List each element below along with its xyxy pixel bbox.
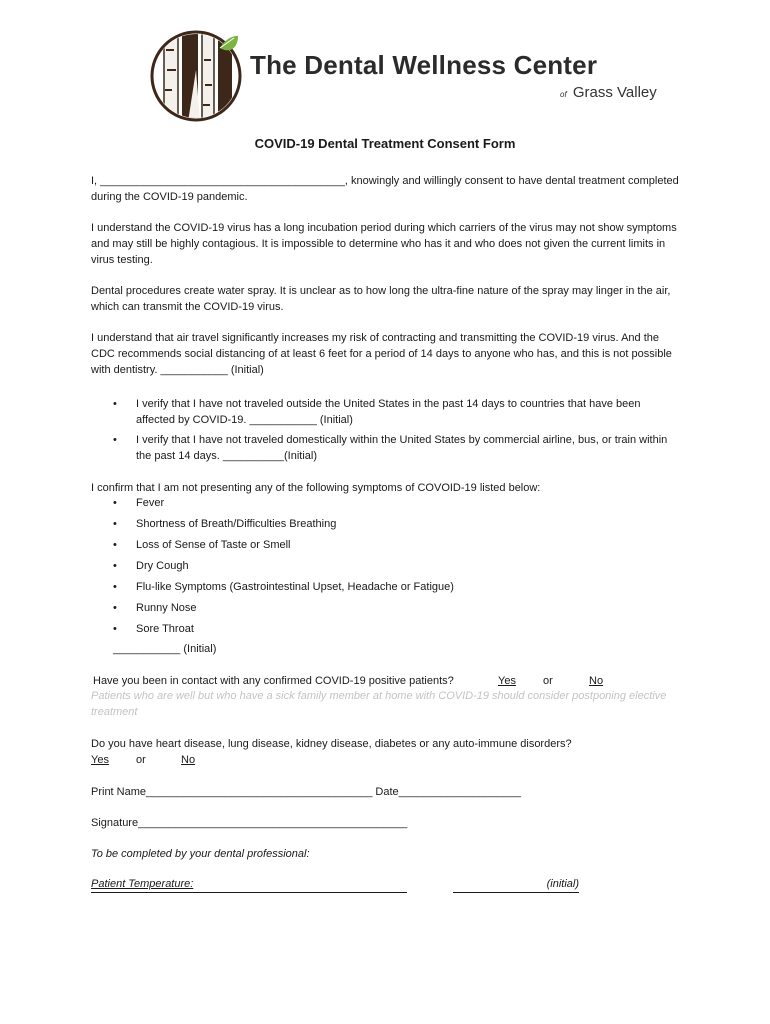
symptoms-intro: I confirm that I am not presenting any of the following symptoms of COVOID-19 listed below: <box>91 482 541 494</box>
symptom-item: Runny Nose <box>136 602 197 614</box>
air-travel-paragraph: I understand that air travel significantly increases my risk of contracting and transmitting the COVID-19 virus. And the CDC recommends social distancing of at least 6 feet for a period of 14 days to anyone who has, and this is not possible with dentistry. ___________ (Initial) <box>91 332 672 376</box>
water-spray-paragraph: Dental procedures create water spray. It is unclear as to how long the ultra-fine nature of the spray may linger in the air, which can transmit the COVID-19 virus. <box>91 285 671 313</box>
patient-temperature-label: Patient Temperature: <box>91 878 194 890</box>
domestic-travel-item: I verify that I have not traveled domestically within the United States by commercial airline, bus, or train within the past 14 days. __________(Initial) <box>136 434 668 462</box>
print-name-date-line[interactable]: Print Name_____________________________________ Date____________________ <box>91 786 522 798</box>
incubation-paragraph: I understand the COVID-19 virus has a long incubation period during which carriers of the virus may not show symptoms and may still be highly contagious. It is impossible to determine who has it and who does not given the current limits in virus testing. <box>91 222 677 266</box>
professional-note: To be completed by your dental professional: <box>91 848 310 860</box>
symptom-item: Dry Cough <box>136 560 189 572</box>
contact-no-option[interactable]: No <box>589 675 604 687</box>
bullet-icon: • <box>113 398 117 410</box>
brand-location <box>560 84 657 101</box>
form-title: COVID-19 Dental Treatment Consent Form <box>254 136 516 151</box>
brand-of: of <box>560 90 567 99</box>
symptom-item: Sore Throat <box>136 623 194 635</box>
bullet-icon: • <box>113 581 117 593</box>
bullet-icon: • <box>113 560 117 572</box>
signature-line[interactable]: Signature____________________________________________ <box>91 817 408 829</box>
disease-or-text: or <box>136 754 146 766</box>
contact-note: Patients who are well but who have a sick family member at home with COVID-19 should consider postponing elective treatment <box>91 690 667 718</box>
symptoms-initial: ___________ (Initial) <box>113 643 217 655</box>
symptom-item: Shortness of Breath/Difficulties Breathing <box>136 518 337 530</box>
bullet-icon: • <box>113 623 117 635</box>
symptom-item: Loss of Sense of Taste or Smell <box>136 539 291 551</box>
initial-field[interactable] <box>453 876 579 893</box>
disease-no-option[interactable]: No <box>181 754 196 766</box>
international-travel-item: I verify that I have not traveled outside the United States in the past 14 days to countries that have been affected by COVID-19. ___________ (Initial) <box>136 398 641 426</box>
contact-yes-option[interactable]: Yes <box>498 675 516 687</box>
symptom-item: Flu-like Symptoms (Gastrointestinal Upset, Headache or Fatigue) <box>136 581 454 593</box>
symptom-item: Fever <box>136 497 165 509</box>
contact-question: Have you been in contact with any confirmed COVID-19 positive patients? <box>93 675 454 687</box>
bullet-icon: • <box>113 539 117 551</box>
brand-title: The Dental Wellness Center <box>250 50 598 80</box>
birch-tree-logo <box>150 30 242 122</box>
initial-label: (initial) <box>546 878 579 890</box>
contact-or-text: or <box>543 675 553 687</box>
patient-temperature-field[interactable] <box>91 876 407 893</box>
bullet-icon: • <box>113 602 117 614</box>
disease-question: Do you have heart disease, lung disease, kidney disease, diabetes or any auto-immune disorders? <box>91 738 572 750</box>
disease-yes-option[interactable]: Yes <box>91 754 109 766</box>
bullet-icon: • <box>113 434 117 446</box>
bullet-icon: • <box>113 518 117 530</box>
brand-location-text: Grass Valley <box>572 84 657 101</box>
consent-paragraph: I, ________________________________________, knowingly and willingly consent to have dental treatment completed during the COVID-19 pandemic. <box>91 175 679 203</box>
bullet-icon: • <box>113 497 117 509</box>
